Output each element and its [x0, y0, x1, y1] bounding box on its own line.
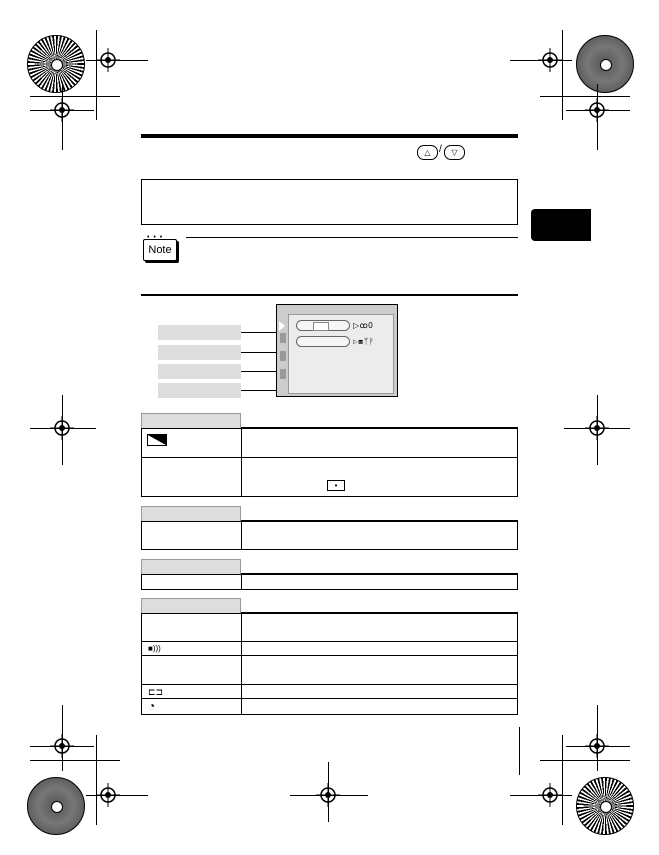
crop-line [562, 30, 563, 120]
crop-line [540, 96, 630, 97]
menu-tab-label-4 [158, 383, 241, 398]
lcd-menu-screen [276, 304, 398, 397]
exposure-compensation-icon [147, 434, 167, 446]
crosshair-target-icon [50, 98, 74, 122]
crop-line [96, 30, 97, 120]
table-row [141, 613, 518, 642]
crosshair-target-icon [538, 783, 562, 807]
table-row [141, 655, 518, 685]
table-row [141, 684, 518, 699]
crosshair-target-icon [50, 416, 74, 440]
crosshair-target-icon [50, 734, 74, 758]
table-row [141, 574, 518, 590]
table-row [141, 521, 518, 550]
monitor-icon: ⊏⊐ [148, 687, 164, 697]
screen-tab [280, 369, 286, 379]
table-row [141, 641, 518, 656]
clock-icon: ◔ [148, 699, 156, 713]
crosshair-target-icon [96, 48, 120, 72]
crop-line [540, 760, 630, 761]
crosshair-target-icon [585, 416, 609, 440]
registration-burst-top-left [27, 35, 85, 93]
table-row [141, 428, 518, 458]
note-icon [143, 234, 177, 261]
down-button-icon: ▽ [444, 145, 465, 160]
menu-item-exposure [296, 320, 350, 331]
crosshair-target-icon [585, 734, 609, 758]
crop-line [30, 760, 120, 761]
note-binding-icon: • • • [147, 234, 164, 241]
crosshair-target-icon [585, 98, 609, 122]
table-1-header [141, 413, 241, 428]
menu-cursor-icon [279, 321, 285, 331]
crop-line [96, 735, 97, 825]
menu-tab-label-1 [158, 325, 241, 340]
registration-burst-top-right [576, 35, 634, 93]
button-separator: / [439, 144, 442, 155]
table-4-header [141, 598, 241, 613]
registration-burst-bottom-right [576, 777, 634, 835]
crosshair-target-icon [316, 783, 340, 807]
crop-line [562, 735, 563, 825]
crop-line [30, 96, 120, 97]
table-2-header [141, 506, 241, 521]
info-box [141, 179, 518, 225]
page-number-rule [519, 727, 520, 775]
menu-tab-label-2 [158, 345, 241, 360]
up-button-icon: △ [417, 145, 438, 160]
chapter-tab [531, 209, 591, 241]
spot-metering-icon: • [327, 480, 345, 491]
screen-tab [280, 351, 286, 361]
table-row [141, 457, 518, 497]
screen-tab [280, 333, 286, 343]
section-title-rule [141, 134, 518, 138]
note-rule [186, 237, 518, 238]
exposure-options: ▷ꝏ0 [353, 321, 374, 330]
sound-icon: ■))) [148, 644, 161, 653]
menu-item-second [296, 336, 350, 347]
second-options: ▷▦ᛉᚹ [353, 337, 375, 346]
registration-burst-bottom-left [27, 777, 85, 835]
note-label: Note [148, 244, 172, 256]
screen-menu-panel [288, 314, 394, 394]
table-row [141, 698, 518, 715]
crosshair-target-icon [96, 783, 120, 807]
section-divider [141, 294, 518, 296]
exposure-icon [313, 322, 329, 331]
crosshair-target-icon [538, 48, 562, 72]
menu-tab-label-3 [158, 364, 241, 379]
table-3-header [141, 559, 241, 574]
